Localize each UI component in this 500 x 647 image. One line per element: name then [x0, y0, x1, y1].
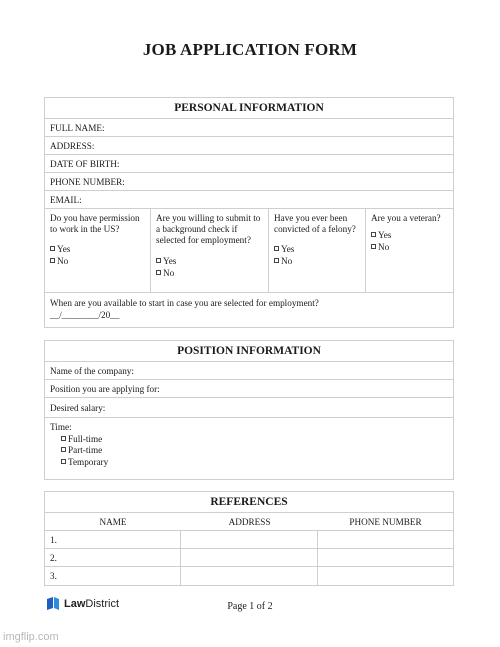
time-field	[45, 418, 453, 468]
availability-question: When are you available to start in case you are selected for employment?	[50, 298, 319, 308]
checkbox-option[interactable]: Yes	[156, 256, 264, 268]
checkbox-option[interactable]: Yes	[371, 230, 449, 242]
page-title: JOB APPLICATION FORM	[142, 40, 358, 59]
checkbox-icon[interactable]	[50, 246, 55, 251]
lawdistrict-logo: Law District	[46, 597, 119, 610]
availability-row[interactable]	[45, 293, 453, 329]
address-field[interactable]: ADDRESS:	[45, 137, 453, 155]
availability-date-blank[interactable]: __/________/20__	[50, 310, 120, 320]
checkbox-icon[interactable]	[274, 246, 279, 251]
checkbox-icon[interactable]	[61, 447, 66, 452]
question-text: Are you willing to submit to a background check if selected for employment?	[156, 213, 261, 245]
company-name-field[interactable]: Name of the company:	[45, 362, 453, 380]
position-field[interactable]: Position you are applying for:	[45, 380, 453, 398]
date-of-birth-field[interactable]: DATE OF BIRTH:	[45, 155, 453, 173]
position-information-section	[44, 340, 454, 480]
references-table	[45, 513, 453, 585]
column-header-phone: PHONE NUMBER	[318, 513, 453, 531]
checkbox-icon[interactable]	[61, 436, 66, 441]
question-veteran	[366, 209, 453, 292]
table-cell-address[interactable]	[181, 549, 318, 567]
question-background-check	[151, 209, 269, 292]
checkbox-option[interactable]: Full-time	[50, 434, 453, 446]
email-field[interactable]: EMAIL:	[45, 191, 453, 209]
personal-information-section	[44, 97, 454, 328]
checkbox-option[interactable]: No	[50, 256, 146, 268]
checkbox-icon[interactable]	[61, 459, 66, 464]
checkbox-icon[interactable]	[371, 232, 376, 237]
table-cell-phone[interactable]	[318, 549, 453, 567]
checkbox-option[interactable]: Yes	[50, 244, 146, 256]
checkbox-icon[interactable]	[274, 258, 279, 263]
column-header-address: ADDRESS	[181, 513, 318, 531]
checkbox-option[interactable]: Yes	[274, 244, 361, 256]
checkbox-option[interactable]: No	[156, 268, 264, 280]
checkbox-icon[interactable]	[156, 258, 161, 263]
table-row-number[interactable]: 2.	[45, 549, 181, 567]
column-header-name: NAME	[45, 513, 181, 531]
question-felony	[269, 209, 366, 292]
table-cell-address[interactable]	[181, 531, 318, 549]
table-cell-address[interactable]	[181, 567, 318, 585]
table-cell-phone[interactable]	[318, 567, 453, 585]
table-row-number[interactable]: 1.	[45, 531, 181, 549]
page-number: Page 1 of 2	[227, 601, 273, 612]
checkbox-option[interactable]: No	[371, 242, 449, 254]
checkbox-option[interactable]: No	[274, 256, 361, 268]
question-text: Are you a veteran?	[371, 213, 441, 223]
watermark: imgflip.com	[3, 631, 59, 643]
section-heading: PERSONAL INFORMATION	[45, 98, 453, 119]
question-text: Have you ever been convicted of a felony?	[274, 213, 356, 234]
time-label: Time:	[50, 422, 72, 432]
checkbox-icon[interactable]	[50, 258, 55, 263]
references-section	[44, 491, 454, 586]
full-name-field[interactable]: FULL NAME:	[45, 119, 453, 137]
table-row-number[interactable]: 3.	[45, 567, 181, 585]
phone-number-field[interactable]: PHONE NUMBER:	[45, 173, 453, 191]
section-heading: REFERENCES	[45, 492, 453, 513]
checkbox-icon[interactable]	[371, 244, 376, 249]
questions-row	[45, 209, 453, 293]
desired-salary-field[interactable]: Desired salary:	[45, 398, 453, 418]
checkbox-icon[interactable]	[156, 270, 161, 275]
checkbox-option[interactable]: Part-time	[50, 445, 453, 457]
question-work-permission	[45, 209, 151, 292]
table-cell-phone[interactable]	[318, 531, 453, 549]
section-heading: POSITION INFORMATION	[45, 341, 453, 362]
checkbox-option[interactable]: Temporary	[50, 457, 453, 469]
question-text: Do you have permission to work in the US?	[50, 213, 140, 234]
